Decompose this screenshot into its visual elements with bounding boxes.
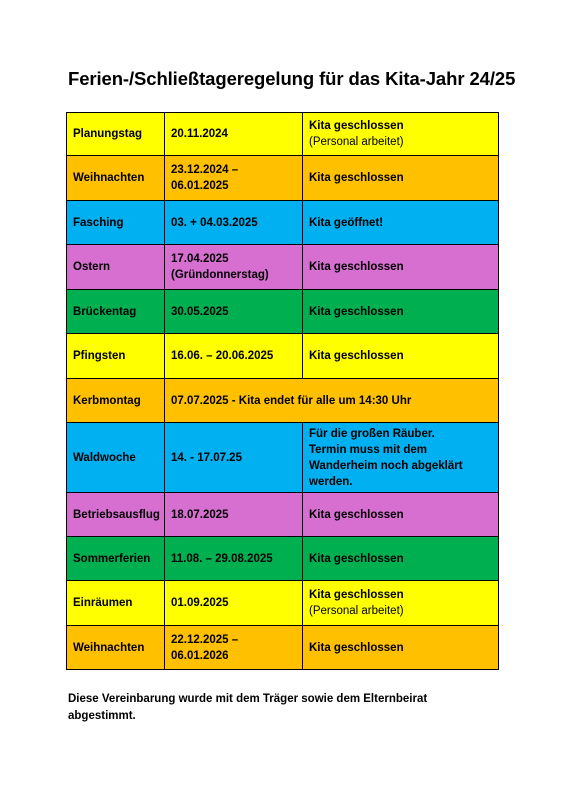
table-row xyxy=(67,245,499,290)
row-date: 18.07.2025 xyxy=(165,493,303,537)
table-row xyxy=(67,423,499,493)
row-date: 14. - 17.07.25 xyxy=(165,423,303,493)
table-row xyxy=(67,113,499,156)
row-label: Fasching xyxy=(67,201,165,245)
row-note: Kita geschlossen xyxy=(303,626,499,670)
row-label: Waldwoche xyxy=(67,423,165,493)
page-title: Ferien-/Schließtageregelung für das Kita-Jahr 24/25 xyxy=(68,68,516,89)
row-label: Brückentag xyxy=(67,290,165,334)
row-note: Kita geschlossen xyxy=(303,493,499,537)
table-row xyxy=(67,379,499,423)
row-label: Betriebsausflug xyxy=(67,493,165,537)
row-date: 03. + 04.03.2025 xyxy=(165,201,303,245)
schedule-table xyxy=(66,112,499,670)
row-label: Einräumen xyxy=(67,581,165,626)
row-date: 01.09.2025 xyxy=(165,581,303,626)
row-note: Kita geöffnet! xyxy=(303,201,499,245)
table-row xyxy=(67,201,499,245)
row-date: 23.12.2024 – 06.01.2025 xyxy=(165,156,303,201)
row-note: Kita geschlossen xyxy=(303,334,499,379)
row-note: Kita geschlossen xyxy=(303,537,499,581)
row-note: Kita geschlossen (Personal arbeitet) xyxy=(303,113,499,156)
row-date: 16.06. – 20.06.2025 xyxy=(165,334,303,379)
footer-note: Diese Vereinbarung wurde mit dem Träger sowie dem Elternbeirat abgestimmt. xyxy=(68,693,428,722)
row-label: Kerbmontag xyxy=(67,379,165,423)
row-date: 17.04.2025 (Gründonnerstag) xyxy=(165,245,303,290)
row-label: Planungstag xyxy=(67,113,165,156)
table-row xyxy=(67,537,499,581)
row-date: 30.05.2025 xyxy=(165,290,303,334)
row-label: Sommerferien xyxy=(67,537,165,581)
row-combined: 07.07.2025 - Kita endet für alle um 14:30 Uhr xyxy=(165,379,499,423)
row-date: 11.08. – 29.08.2025 xyxy=(165,537,303,581)
table-row xyxy=(67,334,499,379)
row-note: Kita geschlossen xyxy=(303,290,499,334)
row-note: Für die großen Räuber. Termin muss mit dem Wanderheim noch abgeklärt werden. xyxy=(303,423,499,493)
table-row xyxy=(67,290,499,334)
row-label: Pfingsten xyxy=(67,334,165,379)
row-label: Weihnachten xyxy=(67,626,165,670)
row-note: Kita geschlossen xyxy=(303,245,499,290)
row-label: Ostern xyxy=(67,245,165,290)
row-note: Kita geschlossen xyxy=(303,156,499,201)
table-row xyxy=(67,156,499,201)
row-date: 22.12.2025 – 06.01.2026 xyxy=(165,626,303,670)
table-row xyxy=(67,581,499,626)
row-date: 20.11.2024 xyxy=(165,113,303,156)
row-label: Weihnachten xyxy=(67,156,165,201)
table-row xyxy=(67,493,499,537)
row-note: Kita geschlossen (Personal arbeitet) xyxy=(303,581,499,626)
table-row xyxy=(67,626,499,670)
